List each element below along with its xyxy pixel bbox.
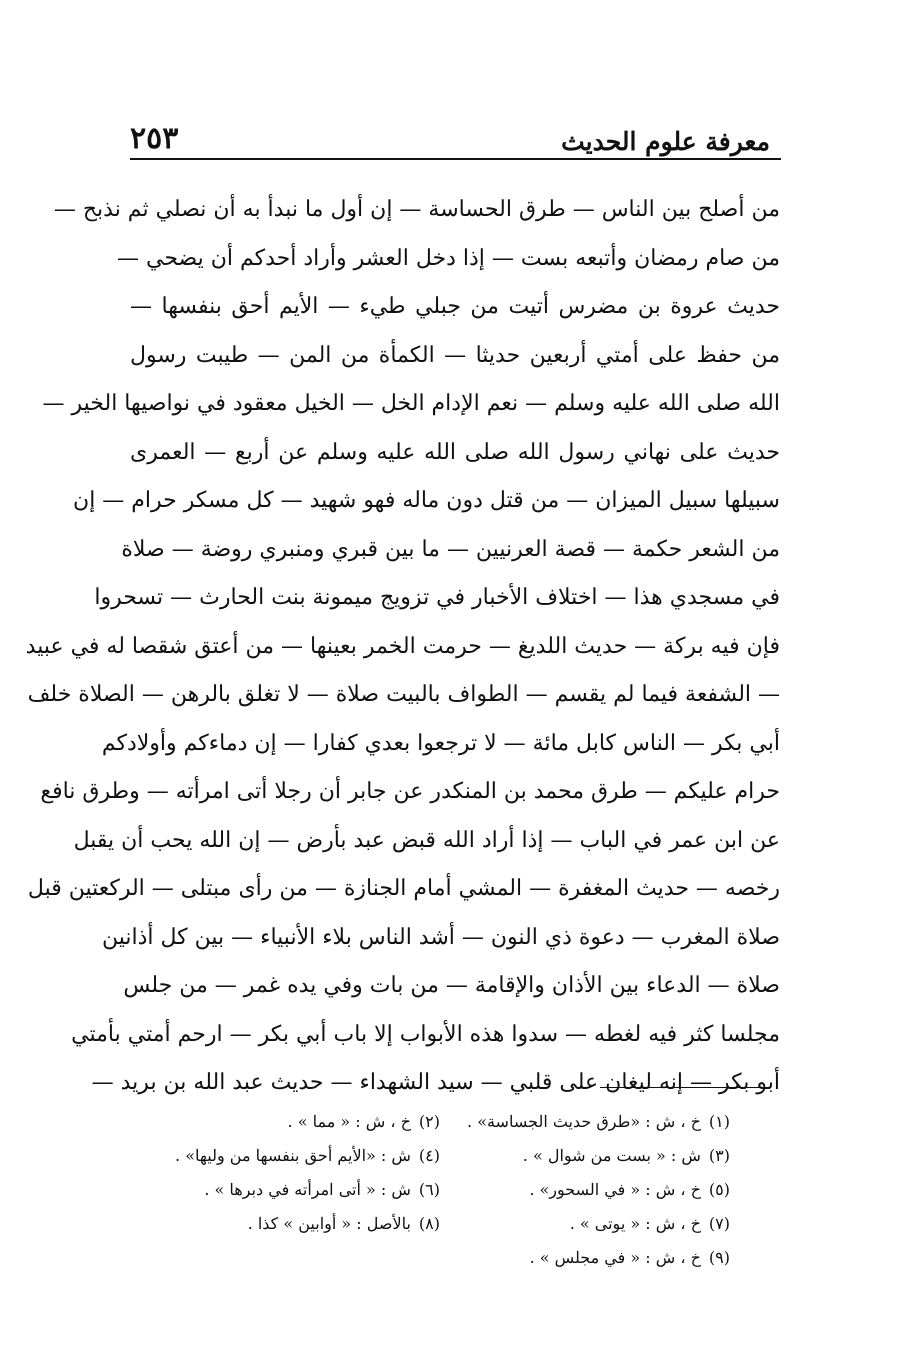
footnote-number: (٨)	[418, 1214, 440, 1233]
text-line: حديث على نهاني رسول الله صلى الله عليه وسلم عن أربع — العمرى	[130, 439, 780, 465]
footnote-number: (٢)	[418, 1112, 440, 1131]
header-divider	[130, 158, 781, 160]
text-line: عن ابن عمر في الباب — إذا أراد الله قبض عبد بأرض — إن الله يحب أن يقبل	[73, 827, 780, 853]
text-line: صلاة المغرب — دعوة ذي النون — أشد الناس بلاء الأنبياء — بين كل أذانين	[101, 924, 780, 950]
footnote-text: بالأصل : « أوابين » كذا .	[247, 1214, 411, 1233]
text-line: — الشفعة فيما لم يقسم — الطواف بالبيت صلاة — لا تغلق بالرهن — الصلاة خلف	[27, 682, 780, 707]
footnote	[440, 1241, 730, 1275]
page-number: ٢٥٣	[130, 121, 179, 156]
footnote	[200, 1207, 440, 1241]
footnote-number: (١)	[708, 1112, 730, 1131]
footnote	[440, 1105, 730, 1139]
footnote-number: (٣)	[708, 1146, 730, 1165]
footnote-divider	[600, 1087, 760, 1088]
footnote	[200, 1105, 440, 1139]
page-header	[130, 96, 780, 156]
text-line: أبو بكر — إنه ليغان على قلبي — سيد الشهداء — حديث عبد الله بن بريد —	[91, 1070, 780, 1095]
text-line: فإن فيه بركة — حديث اللديغ — حرمت الخمر بعينها — من أعتق شقصا له في عبيد	[25, 633, 780, 659]
footnote	[440, 1173, 730, 1207]
text-line: من أصلح بين الناس — طرق الحساسة — إن أول ما نبدأ به أن نصلي ثم نذبح —	[53, 197, 780, 222]
footnote	[440, 1139, 730, 1173]
text-line: من حفظ على أمتي أربعين حديثا — الكمأة من المن — طيبت رسول	[130, 342, 780, 368]
text-line: أبي بكر — الناس كابل مائة — لا ترجعوا بعدي كفارا — إن دماءكم وأولادكم	[101, 730, 780, 756]
footnote-text: ش : « أتى امرأته في دبرها » .	[204, 1180, 411, 1199]
running-title: معرفة علوم الحديث	[561, 127, 770, 156]
footnote-text: ش : « بست من شوال » .	[522, 1146, 701, 1165]
footnote-text: خ ، ش : «طرق حديث الجساسة» .	[467, 1112, 701, 1131]
text-line: سبيلها سبيل الميزان — من قتل دون ماله فهو شهيد — كل مسكر حرام — إن	[73, 488, 780, 513]
footnote-number: (٥)	[708, 1180, 730, 1199]
footnote	[200, 1173, 440, 1207]
text-line: من صام رمضان وأتبعه بست — إذا دخل العشر وأراد أحدكم أن يضحي —	[117, 245, 780, 271]
text-line: من الشعر حكمة — قصة العرنيين — ما بين قبري ومنبري روضة — صلاة	[121, 536, 780, 562]
text-line: حرام عليكم — طرق محمد بن المنكدر عن جابر أن رجلا أتى امرأته — وطرق نافع	[40, 779, 780, 804]
footnote	[175, 1139, 440, 1173]
text-line: صلاة — الدعاء بين الأذان والإقامة — من بات وفي يده غمر — من جلس	[123, 973, 780, 998]
footnote-text: خ ، ش : « مما » .	[287, 1112, 411, 1131]
main-text	[25, 186, 780, 1108]
text-line: في مسجدي هذا — اختلاف الأخبار في تزويج ميمونة بنت الحارث — تسحروا	[94, 585, 780, 610]
text-line: مجلسا كثر فيه لغطه — سدوا هذه الأبواب إلا باب أبي بكر — ارحم أمتي بأمتي	[71, 1021, 780, 1047]
footnote-text: خ ، ش : « يوتى » .	[569, 1214, 701, 1233]
footnote-number: (٩)	[708, 1248, 730, 1267]
footnote-text: ش : «الأيم أحق بنفسها من وليها» .	[175, 1146, 411, 1165]
footnote-text: خ ، ش : « في السحور» .	[529, 1180, 701, 1199]
text-line: حديث عروة بن مضرس أتيت من جبلي طيء — الأيم أحق بنفسها —	[130, 294, 780, 319]
footnote-number: (٦)	[418, 1180, 440, 1199]
text-line: رخصه — حديث المغفرة — المشي أمام الجنازة — من رأى مبتلى — الركعتين قبل	[27, 876, 780, 901]
text-line: الله صلى الله عليه وسلم — نعم الإدام الخل — الخيل معقود في نواصيها الخير —	[42, 391, 780, 416]
footnote	[440, 1207, 730, 1241]
footnote-text: خ ، ش : « في مجلس » .	[529, 1248, 701, 1267]
footnote-number: (٧)	[708, 1214, 730, 1233]
footnote-number: (٤)	[418, 1146, 440, 1165]
footnotes	[175, 1105, 730, 1275]
